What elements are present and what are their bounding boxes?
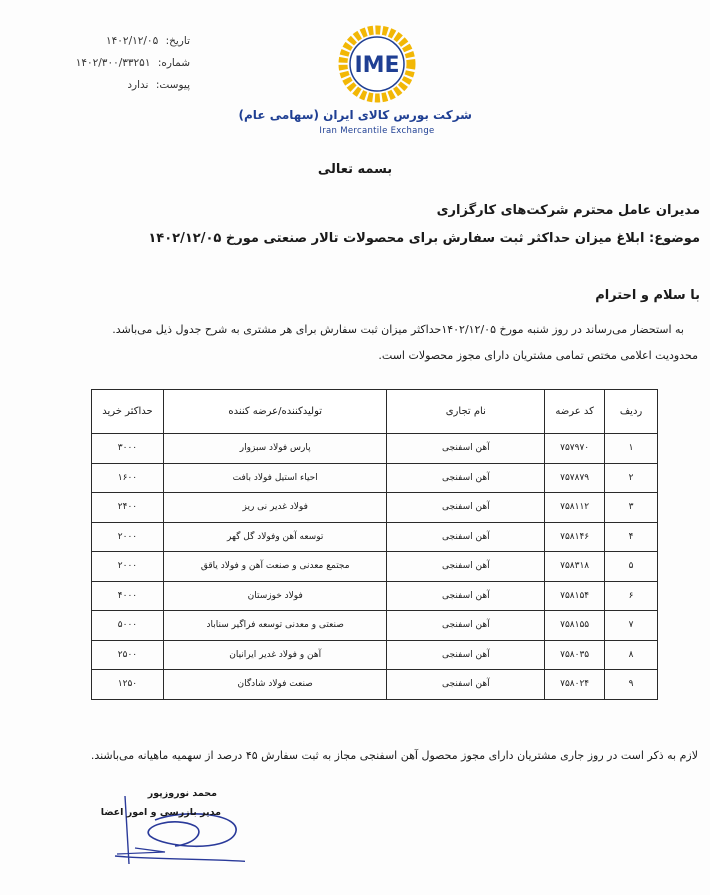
cell-max-purchase: ۳۰۰۰ (92, 434, 164, 464)
table-row (92, 581, 658, 611)
cell-offer-code: ۷۵۷۹۷۰ (545, 434, 605, 464)
greeting: با سلام و احترام (595, 288, 700, 303)
cell-offer-code: ۷۵۸۱۴۶ (545, 522, 605, 552)
cell-producer: فولاد غدیر نی ریز (163, 493, 387, 523)
cell-row-number: ۳ (605, 493, 658, 523)
table-row (92, 640, 658, 670)
cell-producer: فولاد خوزستان (163, 581, 387, 611)
cell-row-number: ۶ (605, 581, 658, 611)
table-row (92, 611, 658, 641)
ime-logo (238, 20, 472, 140)
basmala: بسمه تعالی (317, 162, 393, 177)
cell-producer: صنعتی و معدنی توسعه فراگیر سناباد (163, 611, 387, 641)
signature-block (95, 786, 245, 876)
cell-trade-name: آهن اسفنجی (387, 640, 545, 670)
cell-producer: آهن و فولاد غدیر ایرانیان (163, 640, 387, 670)
cell-producer: احیاء استیل فولاد بافت (163, 463, 387, 493)
meta-attachment (70, 74, 190, 96)
addressee: مدیران عامل محترم شرکت‌های کارگزاری (436, 203, 700, 218)
table-row (92, 552, 658, 582)
cell-offer-code: ۷۵۸۰۲۴ (545, 670, 605, 700)
cell-row-number: ۹ (605, 670, 658, 700)
cell-trade-name: آهن اسفنجی (387, 581, 545, 611)
header-producer: تولیدکننده/عرضه کننده (163, 390, 387, 434)
letter-meta (70, 30, 190, 96)
body-line-1: به استحضار می‌رساند در روز شنبه مورخ ۱۴۰۲/۱۲/۰۵حداکثر میزان ثبت سفارش برای هر مشتری به شرح جدول ذیل می‌باشد. (112, 323, 684, 336)
cell-producer: مجتمع معدنی و صنعت آهن و فولاد یاقق (163, 552, 387, 582)
letter-body (38, 317, 698, 369)
cell-max-purchase: ۵۰۰۰ (92, 611, 164, 641)
cell-offer-code: ۷۵۸۱۱۲ (545, 493, 605, 523)
cell-trade-name: آهن اسفنجی (387, 670, 545, 700)
ime-logo-mark (332, 20, 422, 108)
cell-row-number: ۲ (605, 463, 658, 493)
cell-row-number: ۵ (605, 552, 658, 582)
meta-date (70, 30, 190, 52)
table-row (92, 522, 658, 552)
header-row-number: ردیف (605, 390, 658, 434)
header-offer-code: کد عرضه (545, 390, 605, 434)
number-label: شماره: (157, 57, 190, 69)
cell-max-purchase: ۲۵۰۰ (92, 640, 164, 670)
table-row (92, 670, 658, 700)
cell-offer-code: ۷۵۸۳۱۸ (545, 552, 605, 582)
logo-fa-name: شرکت بورس کالای ایران (سهامی عام) (238, 108, 472, 122)
cell-offer-code: ۷۵۸۰۳۵ (545, 640, 605, 670)
cell-trade-name: آهن اسفنجی (387, 463, 545, 493)
cell-max-purchase: ۴۰۰۰ (92, 581, 164, 611)
cell-offer-code: ۷۵۸۱۵۴ (545, 581, 605, 611)
cell-producer: پارس فولاد سبزوار (163, 434, 387, 464)
cell-trade-name: آهن اسفنجی (387, 552, 545, 582)
cell-producer: توسعه آهن وفولاد گل گهر (163, 522, 387, 552)
signer-name: محمد نوروزپور (147, 788, 217, 799)
date-label: تاریخ: (165, 35, 190, 47)
cell-trade-name: آهن اسفنجی (387, 493, 545, 523)
table-row (92, 463, 658, 493)
header-max-purchase: حداکثر خرید (92, 390, 164, 434)
cell-row-number: ۱ (605, 434, 658, 464)
cell-max-purchase: ۲۴۰۰ (92, 493, 164, 523)
cell-offer-code: ۷۵۸۱۵۵ (545, 611, 605, 641)
body-line-2: محدودیت اعلامی مختص تمامی مشتریان دارای مجوز محصولات است. (378, 349, 698, 362)
cell-max-purchase: ۱۶۰۰ (92, 463, 164, 493)
number-value: ۱۴۰۲/۳۰۰/۳۳۲۵۱ (75, 57, 151, 69)
date-value: ۱۴۰۲/۱۲/۰۵ (106, 35, 159, 47)
signer-title: مدیر بازرسی و امور اعضا (100, 807, 221, 818)
cell-max-purchase: ۱۲۵۰ (92, 670, 164, 700)
cell-producer: صنعت فولاد شادگان (163, 670, 387, 700)
table-row (92, 434, 658, 464)
subject-line: موضوع: ابلاغ میزان حداکثر ثبت سفارش برای محصولات تالار صنعتی مورخ ۱۴۰۲/۱۲/۰۵ (148, 231, 700, 246)
logo-en-name: Iran Mercantile Exchange (319, 126, 435, 136)
signature-scribble-icon (95, 786, 245, 876)
cell-row-number: ۴ (605, 522, 658, 552)
cell-trade-name: آهن اسفنجی (387, 434, 545, 464)
logo-mark-text: IME (354, 53, 400, 78)
cell-row-number: ۷ (605, 611, 658, 641)
attachment-value: ندارد (127, 79, 149, 91)
cell-trade-name: آهن اسفنجی (387, 611, 545, 641)
attachment-label: پیوست: (155, 79, 190, 91)
cell-max-purchase: ۲۰۰۰ (92, 522, 164, 552)
table-row (92, 493, 658, 523)
footer-note: لازم به ذکر است در روز جاری مشتریان دارای مجوز محصول آهن اسفنجی مجاز به ثبت سفارش ۴۵ درصد از سهمیه ماهیانه می‌باشند. (90, 749, 698, 762)
cell-trade-name: آهن اسفنجی (387, 522, 545, 552)
table-header-row (92, 390, 658, 434)
cell-offer-code: ۷۵۷۸۷۹ (545, 463, 605, 493)
order-limit-table (91, 389, 658, 700)
meta-number (70, 52, 190, 74)
cell-max-purchase: ۲۰۰۰ (92, 552, 164, 582)
header-trade-name: نام تجاری (387, 390, 545, 434)
cell-row-number: ۸ (605, 640, 658, 670)
